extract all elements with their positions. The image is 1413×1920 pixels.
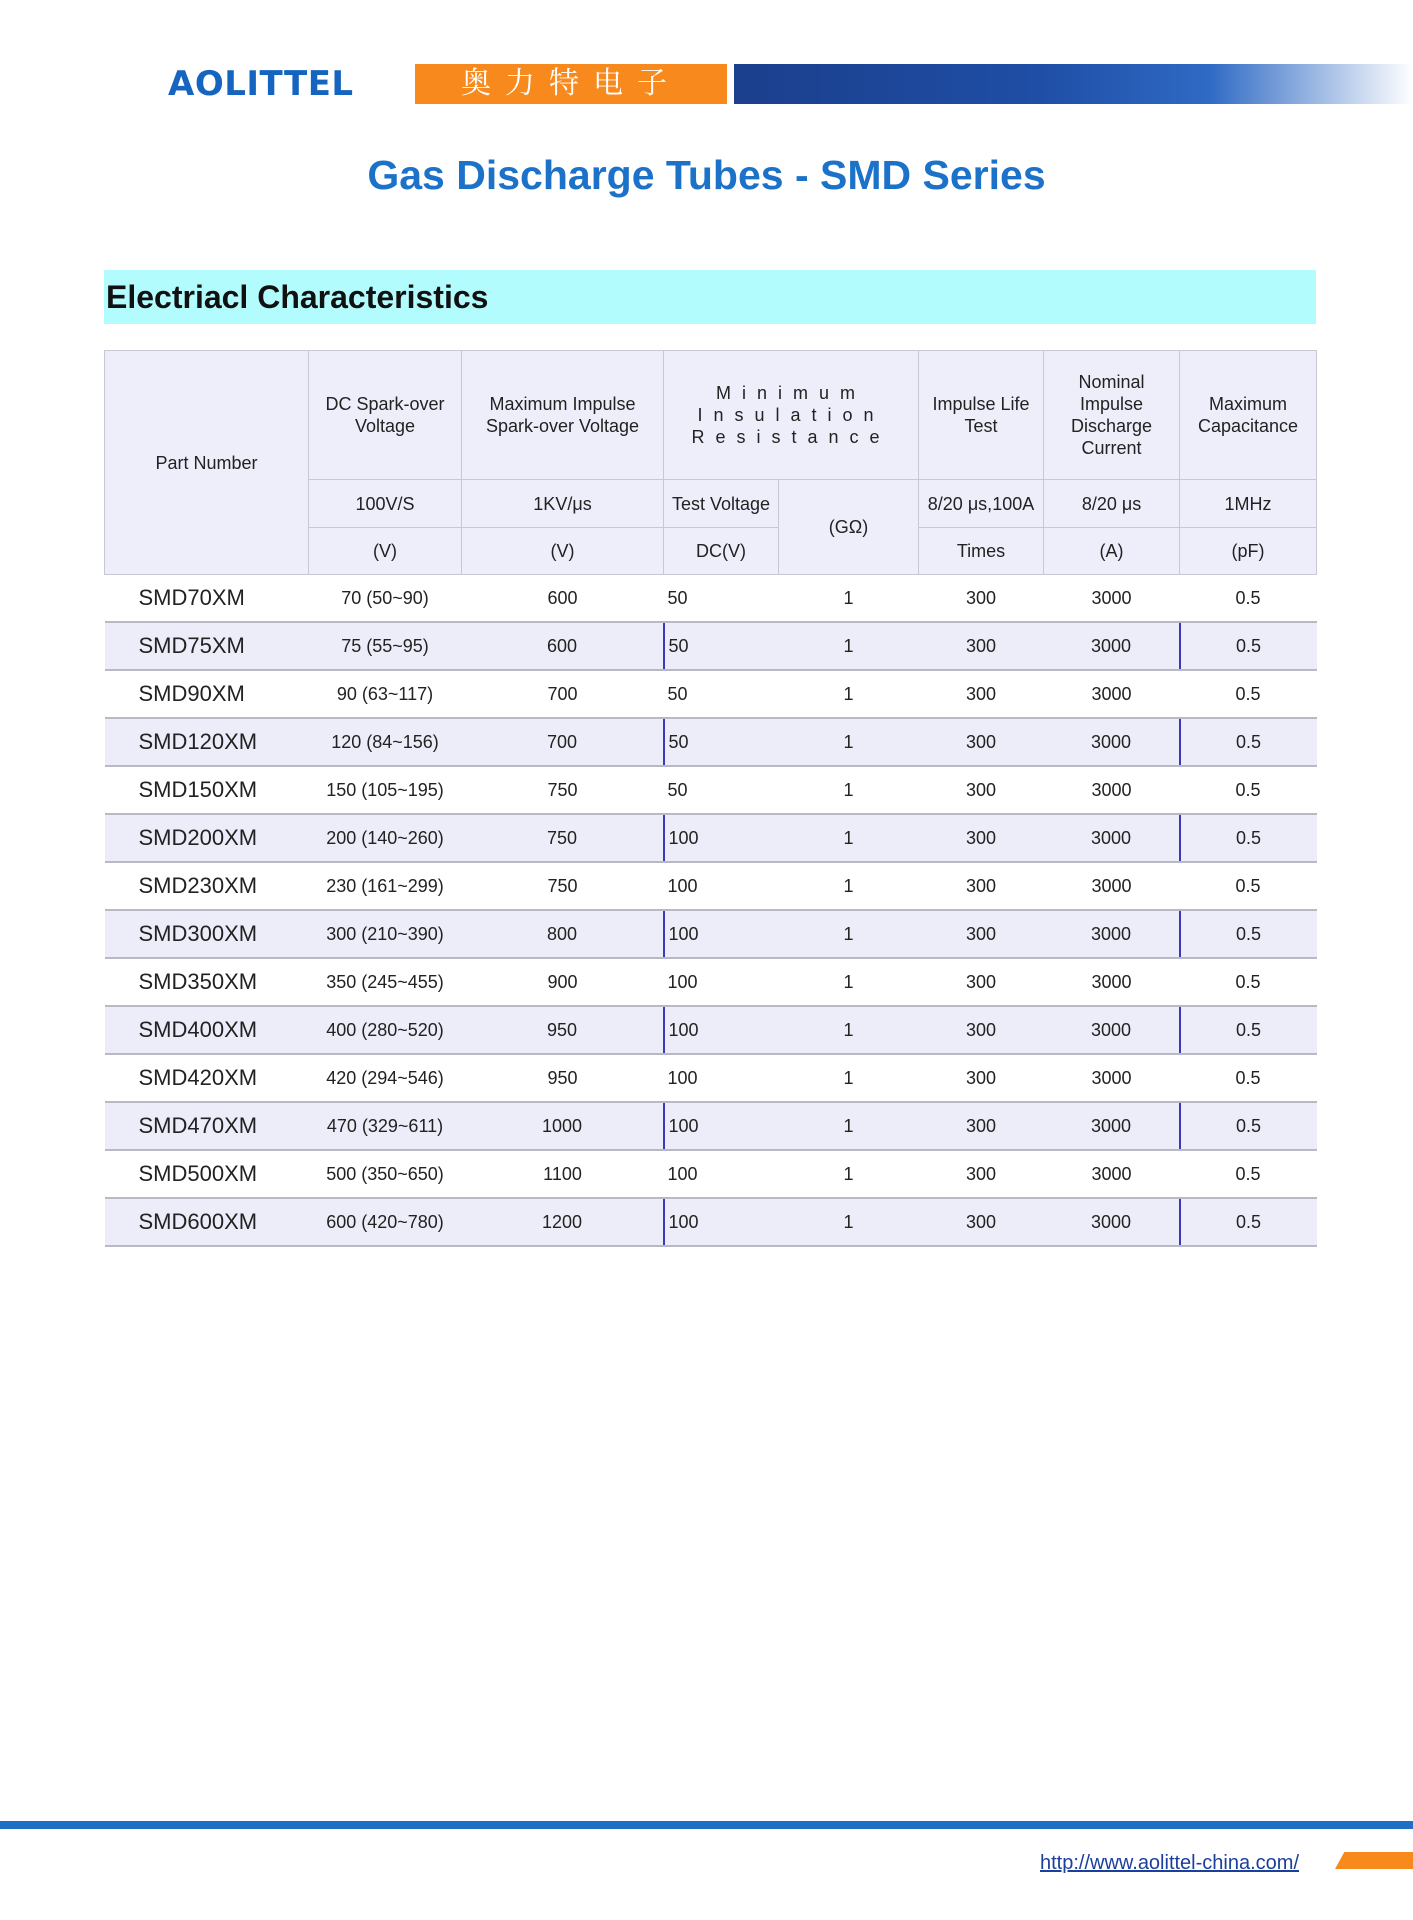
insulation-resistance-cell: 1 <box>779 1198 919 1246</box>
condition-test-voltage: Test Voltage <box>664 480 779 528</box>
impulse-spark-cell: 800 <box>462 910 664 958</box>
dc-spark-cell: 75 (55~95) <box>309 622 462 670</box>
table-row <box>105 622 1317 670</box>
test-voltage-cell: 100 <box>664 1150 779 1198</box>
unit-dc-spark: (V) <box>309 528 462 575</box>
impulse-spark-cell: 750 <box>462 814 664 862</box>
condition-max-impulse: 1KV/μs <box>462 480 664 528</box>
test-voltage-cell: 100 <box>664 862 779 910</box>
discharge-current-cell: 3000 <box>1044 1198 1180 1246</box>
table-row <box>105 575 1317 623</box>
dc-spark-cell: 120 (84~156) <box>309 718 462 766</box>
table-row <box>105 718 1317 766</box>
part-number-cell: SMD120XM <box>105 718 309 766</box>
impulse-life-cell: 300 <box>919 958 1044 1006</box>
chinese-name-banner: 奥力特电子 <box>415 64 727 104</box>
header-max-impulse-spark-over: Maximum Impulse Spark-over Voltage <box>462 351 664 480</box>
table-row <box>105 910 1317 958</box>
section-heading: Electriacl Characteristics <box>104 270 1316 324</box>
discharge-current-cell: 3000 <box>1044 1006 1180 1054</box>
test-voltage-cell: 100 <box>664 814 779 862</box>
impulse-life-cell: 300 <box>919 862 1044 910</box>
impulse-life-cell: 300 <box>919 1054 1044 1102</box>
impulse-life-cell: 300 <box>919 1198 1044 1246</box>
discharge-current-cell: 3000 <box>1044 718 1180 766</box>
capacitance-cell: 0.5 <box>1180 766 1317 814</box>
impulse-spark-cell: 900 <box>462 958 664 1006</box>
dc-spark-cell: 230 (161~299) <box>309 862 462 910</box>
discharge-current-cell: 3000 <box>1044 1150 1180 1198</box>
capacitance-cell: 0.5 <box>1180 622 1317 670</box>
header-min-insulation-resistance: Minimum Insulation Resistance <box>664 351 919 480</box>
table-row <box>105 958 1317 1006</box>
part-number-cell: SMD230XM <box>105 862 309 910</box>
test-voltage-cell: 50 <box>664 718 779 766</box>
condition-dc-spark: 100V/S <box>309 480 462 528</box>
header-max-capacitance: Maximum Capacitance <box>1180 351 1317 480</box>
impulse-life-cell: 300 <box>919 1006 1044 1054</box>
impulse-spark-cell: 1100 <box>462 1150 664 1198</box>
dc-spark-cell: 400 (280~520) <box>309 1006 462 1054</box>
impulse-life-cell: 300 <box>919 910 1044 958</box>
table-row <box>105 862 1317 910</box>
part-number-cell: SMD500XM <box>105 1150 309 1198</box>
part-number-cell: SMD150XM <box>105 766 309 814</box>
insulation-resistance-cell: 1 <box>779 1006 919 1054</box>
test-voltage-cell: 100 <box>664 1054 779 1102</box>
footer-divider <box>0 1821 1413 1829</box>
insulation-resistance-cell: 1 <box>779 575 919 623</box>
dc-spark-cell: 150 (105~195) <box>309 766 462 814</box>
table-row <box>105 1150 1317 1198</box>
part-number-cell: SMD300XM <box>105 910 309 958</box>
insulation-resistance-cell: 1 <box>779 862 919 910</box>
capacitance-cell: 0.5 <box>1180 910 1317 958</box>
impulse-spark-cell: 950 <box>462 1006 664 1054</box>
capacitance-cell: 0.5 <box>1180 718 1317 766</box>
part-number-cell: SMD470XM <box>105 1102 309 1150</box>
header-nominal-impulse-current: Nominal Impulse Discharge Current <box>1044 351 1180 480</box>
table-row <box>105 814 1317 862</box>
dc-spark-cell: 420 (294~546) <box>309 1054 462 1102</box>
impulse-spark-cell: 1000 <box>462 1102 664 1150</box>
capacitance-cell: 0.5 <box>1180 1150 1317 1198</box>
discharge-current-cell: 3000 <box>1044 766 1180 814</box>
unit-nominal-impulse: (A) <box>1044 528 1180 575</box>
test-voltage-cell: 100 <box>664 910 779 958</box>
discharge-current-cell: 3000 <box>1044 1054 1180 1102</box>
part-number-cell: SMD75XM <box>105 622 309 670</box>
insulation-resistance-cell: 1 <box>779 958 919 1006</box>
impulse-life-cell: 300 <box>919 670 1044 718</box>
insulation-resistance-cell: 1 <box>779 766 919 814</box>
part-number-cell: SMD420XM <box>105 1054 309 1102</box>
discharge-current-cell: 3000 <box>1044 958 1180 1006</box>
table-row <box>105 1054 1317 1102</box>
discharge-current-cell: 3000 <box>1044 814 1180 862</box>
condition-impulse-life: 8/20 μs,100A <box>919 480 1044 528</box>
capacitance-cell: 0.5 <box>1180 862 1317 910</box>
header-gradient-bar <box>734 64 1413 104</box>
dc-spark-cell: 500 (350~650) <box>309 1150 462 1198</box>
header-impulse-life: Impulse Life Test <box>919 351 1044 480</box>
part-number-cell: SMD200XM <box>105 814 309 862</box>
impulse-spark-cell: 600 <box>462 622 664 670</box>
capacitance-cell: 0.5 <box>1180 958 1317 1006</box>
page-title: Gas Discharge Tubes - SMD Series <box>367 152 1046 198</box>
impulse-life-cell: 300 <box>919 718 1044 766</box>
header-part-number: Part Number <box>105 351 309 575</box>
impulse-spark-cell: 1200 <box>462 1198 664 1246</box>
condition-nominal-impulse: 8/20 μs <box>1044 480 1180 528</box>
dc-spark-cell: 470 (329~611) <box>309 1102 462 1150</box>
insulation-resistance-cell: 1 <box>779 670 919 718</box>
part-number-cell: SMD350XM <box>105 958 309 1006</box>
test-voltage-cell: 50 <box>664 766 779 814</box>
capacitance-cell: 0.5 <box>1180 1102 1317 1150</box>
impulse-spark-cell: 600 <box>462 575 664 623</box>
impulse-life-cell: 300 <box>919 814 1044 862</box>
discharge-current-cell: 3000 <box>1044 910 1180 958</box>
discharge-current-cell: 3000 <box>1044 1102 1180 1150</box>
discharge-current-cell: 3000 <box>1044 862 1180 910</box>
unit-max-capacitance: (pF) <box>1180 528 1317 575</box>
dc-spark-cell: 200 (140~260) <box>309 814 462 862</box>
impulse-life-cell: 300 <box>919 622 1044 670</box>
unit-max-impulse: (V) <box>462 528 664 575</box>
impulse-spark-cell: 950 <box>462 1054 664 1102</box>
test-voltage-cell: 50 <box>664 575 779 623</box>
dc-spark-cell: 600 (420~780) <box>309 1198 462 1246</box>
discharge-current-cell: 3000 <box>1044 622 1180 670</box>
test-voltage-cell: 100 <box>664 958 779 1006</box>
table-row <box>105 1006 1317 1054</box>
capacitance-cell: 0.5 <box>1180 575 1317 623</box>
header-dc-spark-over: DC Spark-over Voltage <box>309 351 462 480</box>
insulation-resistance-cell: 1 <box>779 622 919 670</box>
electrical-characteristics-table <box>104 350 1317 1247</box>
unit-gohm: (GΩ) <box>779 480 919 575</box>
impulse-life-cell: 300 <box>919 575 1044 623</box>
dc-spark-cell: 70 (50~90) <box>309 575 462 623</box>
impulse-spark-cell: 700 <box>462 670 664 718</box>
insulation-resistance-cell: 1 <box>779 814 919 862</box>
dc-spark-cell: 300 (210~390) <box>309 910 462 958</box>
capacitance-cell: 0.5 <box>1180 814 1317 862</box>
test-voltage-cell: 100 <box>664 1006 779 1054</box>
discharge-current-cell: 3000 <box>1044 670 1180 718</box>
condition-max-capacitance: 1MHz <box>1180 480 1317 528</box>
table-row <box>105 766 1317 814</box>
part-number-cell: SMD400XM <box>105 1006 309 1054</box>
insulation-resistance-cell: 1 <box>779 1102 919 1150</box>
test-voltage-cell: 50 <box>664 670 779 718</box>
impulse-spark-cell: 750 <box>462 862 664 910</box>
impulse-spark-cell: 750 <box>462 766 664 814</box>
test-voltage-cell: 100 <box>664 1102 779 1150</box>
table-row <box>105 670 1317 718</box>
unit-test-voltage: DC(V) <box>664 528 779 575</box>
part-number-cell: SMD600XM <box>105 1198 309 1246</box>
test-voltage-cell: 100 <box>664 1198 779 1246</box>
insulation-resistance-cell: 1 <box>779 910 919 958</box>
unit-impulse-life: Times <box>919 528 1044 575</box>
capacitance-cell: 0.5 <box>1180 1198 1317 1246</box>
impulse-life-cell: 300 <box>919 1102 1044 1150</box>
capacitance-cell: 0.5 <box>1180 1054 1317 1102</box>
website-link[interactable]: http://www.aolittel-china.com/ <box>1040 1852 1299 1874</box>
impulse-life-cell: 300 <box>919 1150 1044 1198</box>
table-row <box>105 1198 1317 1246</box>
test-voltage-cell: 50 <box>664 622 779 670</box>
part-number-cell: SMD70XM <box>105 575 309 623</box>
insulation-resistance-cell: 1 <box>779 718 919 766</box>
capacitance-cell: 0.5 <box>1180 670 1317 718</box>
part-number-cell: SMD90XM <box>105 670 309 718</box>
insulation-resistance-cell: 1 <box>779 1054 919 1102</box>
impulse-spark-cell: 700 <box>462 718 664 766</box>
brand-logo: AOLITTEL <box>168 64 354 104</box>
dc-spark-cell: 90 (63~117) <box>309 670 462 718</box>
impulse-life-cell: 300 <box>919 766 1044 814</box>
table-row <box>105 1102 1317 1150</box>
insulation-resistance-cell: 1 <box>779 1150 919 1198</box>
dc-spark-cell: 350 (245~455) <box>309 958 462 1006</box>
discharge-current-cell: 3000 <box>1044 575 1180 623</box>
capacitance-cell: 0.5 <box>1180 1006 1317 1054</box>
footer-accent-tab <box>1335 1852 1413 1869</box>
